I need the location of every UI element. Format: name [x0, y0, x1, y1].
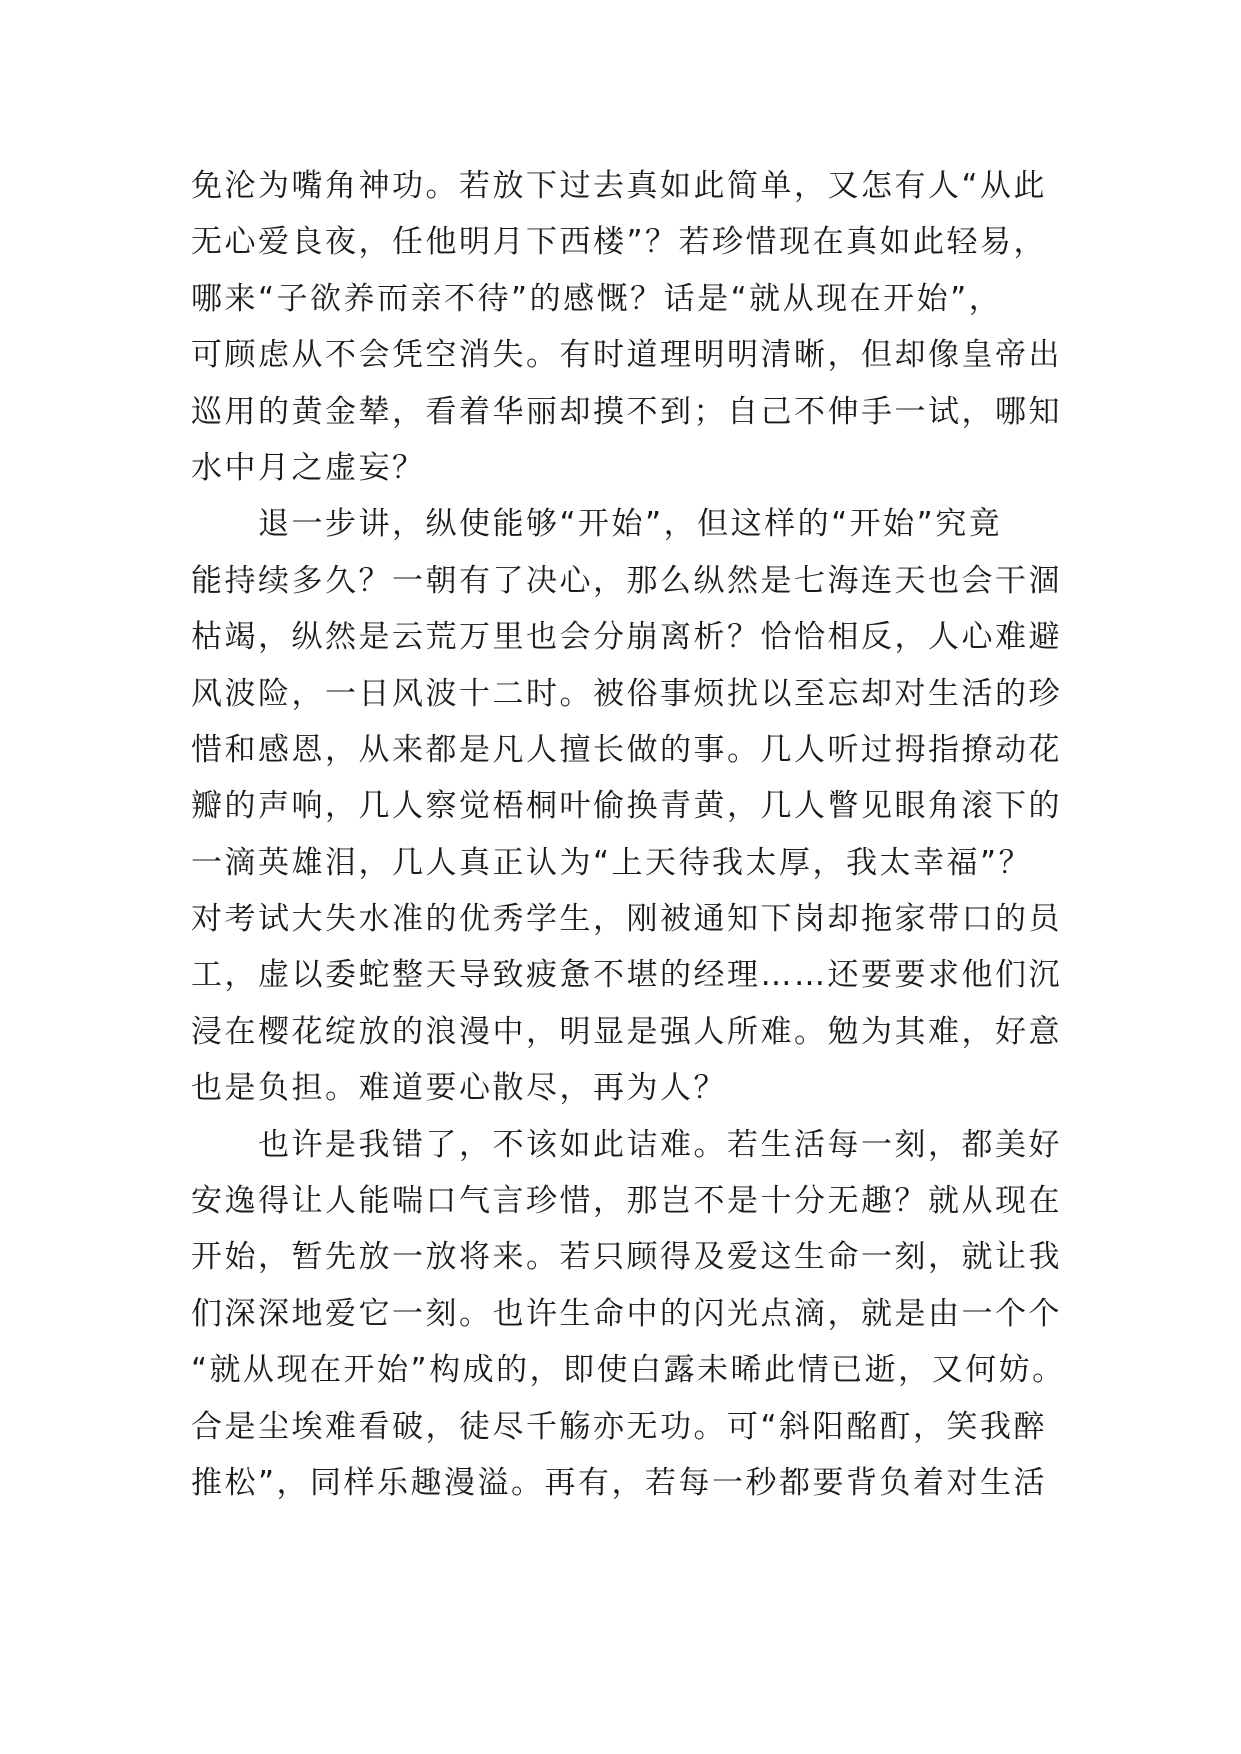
text-line: 可顾虑从不会凭空消失。有时道理明明清晰，但却像皇帝出 — [191, 337, 1062, 374]
text-line: 瓣的声响，几人察觉梧桐叶偷换青黄，几人瞥见眼角滚下的 — [191, 788, 1062, 825]
text-line: 推松”，同样乐趣漫溢。再有，若每一秒都要背负着对生活 — [191, 1464, 1048, 1501]
text-line: “就从现在开始”构成的，即使白露未晞此情已逝，又何妨。 — [191, 1352, 1066, 1389]
text-line: 无心爱良夜，任他明月下西楼”？若珍惜现在真如此轻易， — [191, 224, 1048, 261]
text-line: 也是负担。难道要心散尽，再为人？ — [191, 1070, 727, 1107]
text-line: 风波险，一日风波十二时。被俗事烦扰以至忘却对生活的珍 — [191, 675, 1062, 712]
document-body — [191, 158, 1071, 1511]
text-line: 也许是我错了，不该如此诘难。若生活每一刻，都美好 — [191, 1126, 1062, 1163]
text-line: 们深深地爱它一刻。也许生命中的闪光点滴，就是由一个个 — [191, 1295, 1062, 1332]
text-line: 哪来“子欲养而亲不待”的感慨？话是“就从现在开始”， — [191, 280, 1003, 317]
text-line: 开始，暂先放一放将来。若只顾得及爱这生命一刻，就让我 — [191, 1239, 1062, 1276]
text-line: 惜和感恩，从来都是凡人擅长做的事。几人听过拇指撩动花 — [191, 731, 1062, 768]
text-line: 能持续多久？一朝有了决心，那么纵然是七海连天也会干涸 — [191, 562, 1062, 599]
text-line: 安逸得让人能喘口气言珍惜，那岂不是十分无趣？就从现在 — [191, 1183, 1062, 1220]
text-line: 对考试大失水准的优秀学生，刚被通知下岗却拖家带口的员 — [191, 901, 1062, 938]
text-line: 合是尘埃难看破，徒尽千觞亦无功。可“斜阳酩酊，笑我醉 — [191, 1408, 1048, 1445]
text-line: 巡用的黄金辇，看着华丽却摸不到；自己不伸手一试，哪知 — [191, 393, 1062, 430]
text-line: 浸在樱花绽放的浪漫中，明显是强人所难。勉为其难，好意 — [191, 1013, 1062, 1050]
text-line: 水中月之虚妄？ — [191, 449, 426, 486]
text-line: 免沦为嘴角神功。若放下过去真如此简单，又怎有人“从此 — [191, 168, 1048, 204]
text-line: 枯竭，纵然是云荒万里也会分崩离析？恰恰相反，人心难避 — [191, 619, 1062, 656]
text-line: 退一步讲，纵使能够“开始”，但这样的“开始”究竟 — [191, 506, 1003, 543]
text-line: 一滴英雄泪，几人真正认为“上天待我太厚，我太幸福”？ — [191, 844, 1033, 881]
text-line: 工，虚以委蛇整天导致疲惫不堪的经理……还要要求他们沉 — [191, 957, 1062, 994]
